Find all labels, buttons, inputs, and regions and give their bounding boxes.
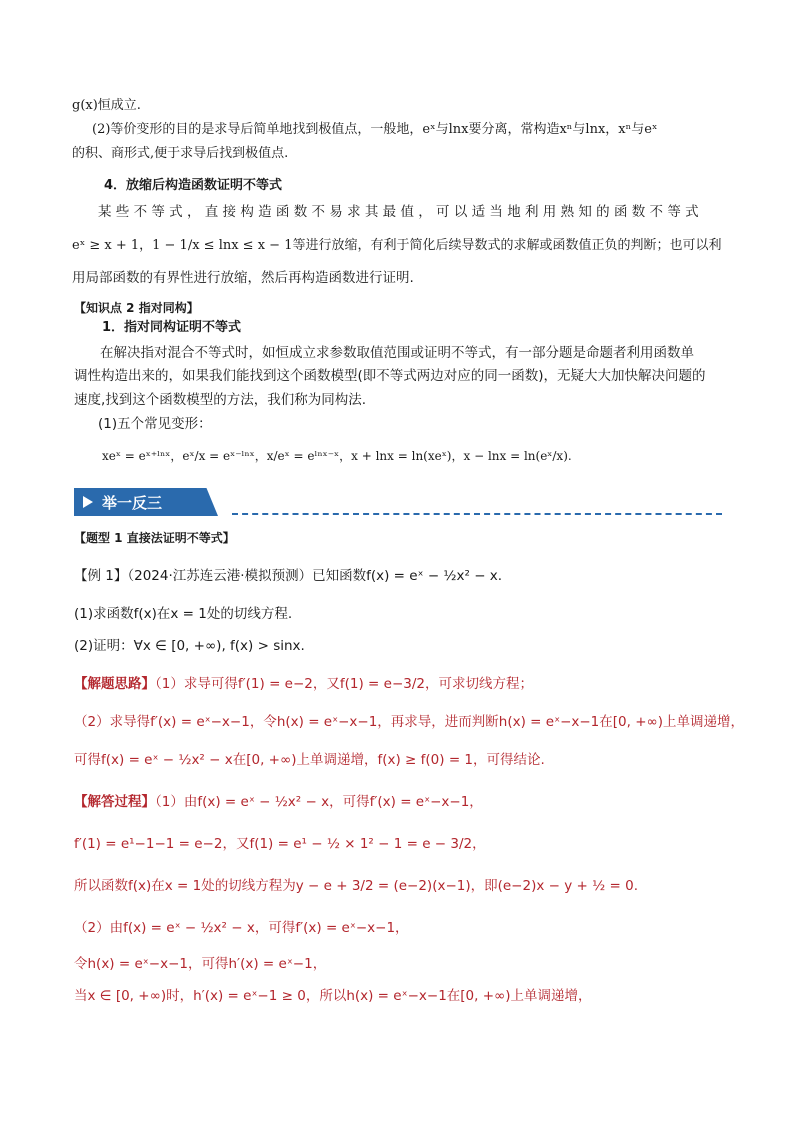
text-line: (1)五个常见变形： — [98, 416, 212, 432]
text-line: 的积、商形式,便于求导后找到极值点. — [72, 146, 289, 161]
subheading: 4．放缩后构造函数证明不等式 — [104, 178, 283, 193]
solution-idea-label: 【解题思路】 — [74, 676, 155, 692]
solution-idea-text: （2）求导得f′(x) = eˣ−x−1，令h(x) = eˣ−x−1，再求导，进而判断h(x) = eˣ−x−1在[0, +∞)上单调递增， — [74, 714, 745, 730]
solution-idea-text: 可得f(x) = eˣ − ½x² − x在[0, +∞)上单调递增，f(x) ≥ f(0) = 1，可得结论. — [74, 752, 545, 768]
text-line: eˣ ≥ x + 1，1 − 1/x ≤ lnx ≤ x − 1等进行放缩，有利于简化后续导数式的求解或函数值正负的判断；也可以利 — [72, 238, 722, 253]
text-line: 速度,找到这个函数模型的方法，我们称为同构法. — [74, 392, 367, 408]
solution-idea-text: （1）求导可得f′(1) = e−2，又f(1) = e−3/2，可求切线方程； — [155, 676, 533, 692]
knowledge-point-title: 【知识点 2 指对同构】 — [74, 301, 199, 315]
question-2: (2)证明：∀x ∈ [0, +∞), f(x) > sinx. — [74, 638, 305, 654]
solution-process-text: 当x ∈ [0, +∞)时，h′(x) = eˣ−1 ≥ 0，所以h(x) = eˣ−x−1在[0, +∞)上单调递增， — [74, 988, 592, 1004]
text-line: 某 些 不 等 式 ， 直 接 构 造 函 数 不 易 求 其 最 值 ， 可 以 适 当 地 利 用 熟 知 的 函 数 不 等 式 — [98, 204, 699, 220]
question-1: (1)求函数f(x)在x = 1处的切线方程. — [74, 606, 293, 622]
solution-process-text: （1）由f(x) = eˣ − ½x² − x，可得f′(x) = eˣ−x−1， — [155, 794, 483, 810]
problem-type-title: 【题型 1 直接法证明不等式】 — [74, 531, 235, 545]
solution-idea-line — [74, 674, 533, 694]
section-title: 举一反三 — [102, 494, 163, 512]
section-divider — [232, 513, 722, 515]
solution-process-text: 所以函数f(x)在x = 1处的切线方程为y − e + 3/2 = (e−2)(x−1)，即(e−2)x − y + ½ = 0. — [74, 878, 638, 894]
solution-process-text: （2）由f(x) = eˣ − ½x² − x，可得f′(x) = eˣ−x−1， — [74, 920, 409, 936]
text-line: 调性构造出来的，如果我们能找到这个函数模型(即不等式两边对应的同一函数)，无疑大大加快解决问题的 — [74, 368, 706, 384]
subheading: 1．指对同构证明不等式 — [102, 320, 242, 335]
text-line: 在解决指对混合不等式时，如恒成立求参数取值范围或证明不等式，有一部分题是命题者利用函数单 — [100, 345, 694, 361]
play-arrow-icon — [83, 496, 93, 508]
solution-process-text: f′(1) = e¹−1−1 = e−2，又f(1) = e¹ − ½ × 1² − 1 = e − 3/2， — [74, 836, 486, 852]
formula-line: xeˣ = eˣ⁺ˡⁿˣ，eˣ/x = eˣ⁻ˡⁿˣ，x/eˣ = eˡⁿˣ⁻ˣ，x + lnx = ln(xeˣ)，x − lnx = ln(eˣ/x). — [102, 449, 572, 463]
text-line: (2)等价变形的目的是求导后简单地找到极值点，一般地，eˣ与lnx要分离，常构造xⁿ与lnx，xⁿ与eˣ — [92, 122, 658, 137]
text-line: 用局部函数的有界性进行放缩，然后再构造函数进行证明. — [72, 270, 414, 286]
example-title: 【例 1】（2024·江苏连云港·模拟预测）已知函数f(x) = eˣ − ½x² − x. — [74, 568, 503, 584]
solution-process-line — [74, 792, 483, 812]
text-line: g(x)恒成立. — [72, 98, 141, 113]
solution-process-label: 【解答过程】 — [74, 794, 155, 810]
section-banner — [74, 488, 226, 516]
solution-process-text: 令h(x) = eˣ−x−1，可得h′(x) = eˣ−1， — [74, 956, 327, 972]
